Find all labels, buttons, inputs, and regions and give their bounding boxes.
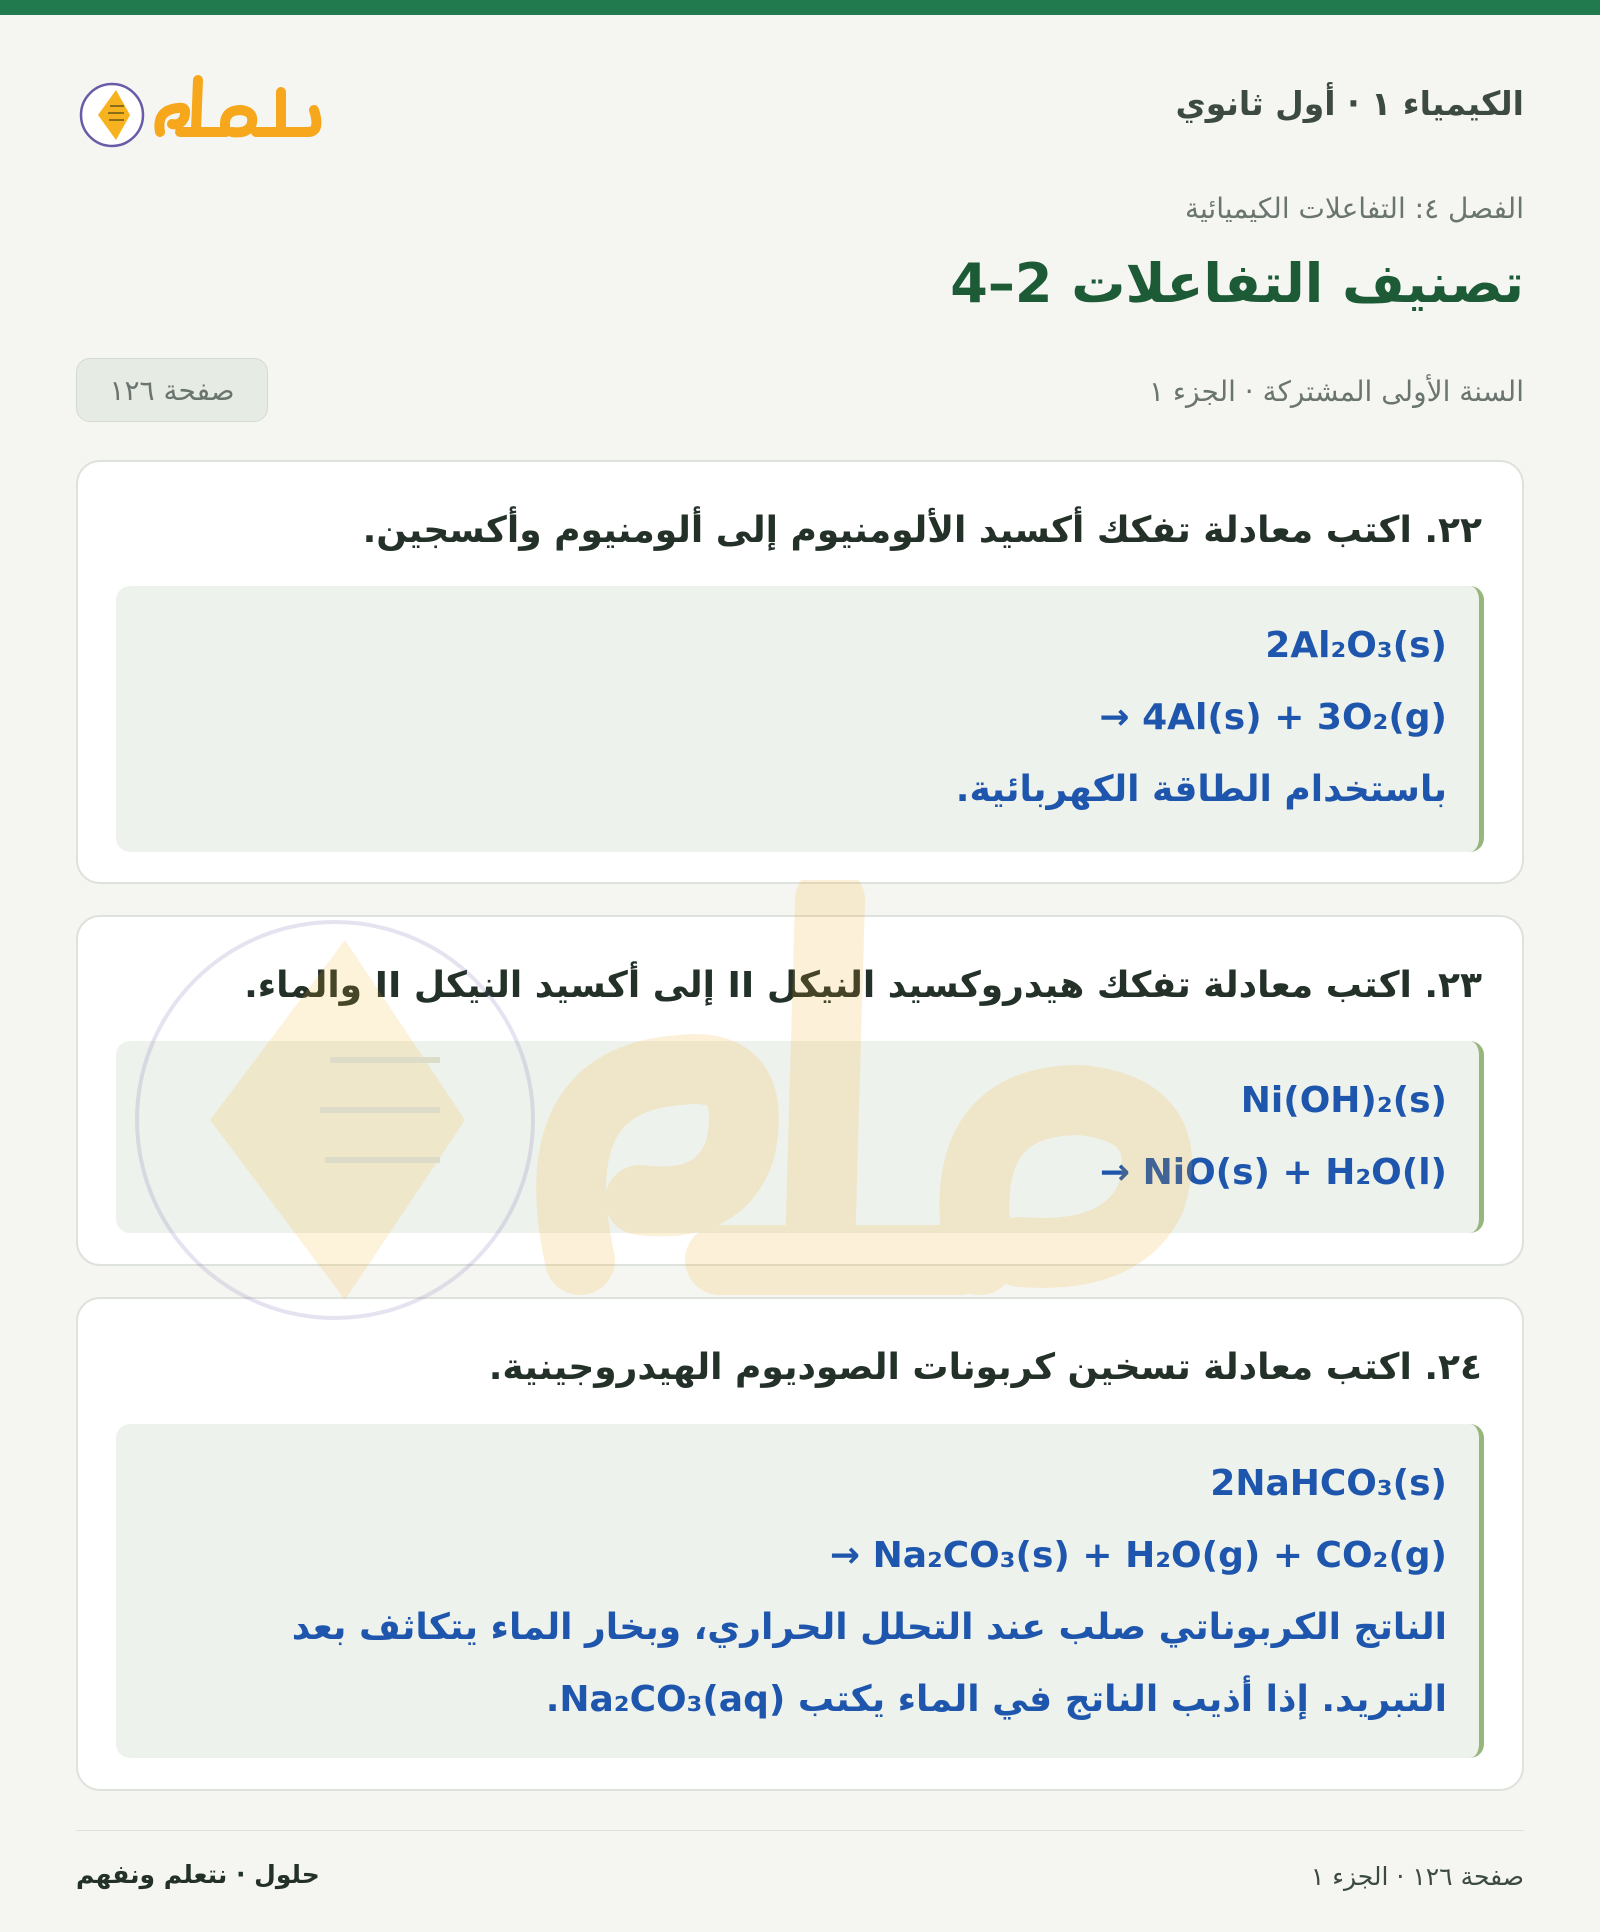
footer-brand: حلول · نتعلم ونفهم — [76, 1860, 320, 1889]
question-text: ٢٢. اكتب معادلة تفكك أكسيد الألومنيوم إلى ألومنيوم وأكسجين. — [362, 510, 1482, 551]
answer-equation-reactant: 2NaHCO₃(s) — [1210, 1463, 1447, 1504]
page-number-chip: صفحة ١٢٦ — [76, 358, 268, 422]
question-card-22 — [76, 460, 1524, 884]
top-accent-bar — [0, 0, 1600, 15]
answer-equation-reactant: 2Al₂O₃(s) — [1265, 625, 1447, 666]
answer-note-line-1: الناتج الكربوناتي صلب عند التحلل الحراري، وبخار الماء يتكاثف بعد — [291, 1607, 1447, 1648]
question-card-23 — [76, 915, 1524, 1266]
question-card-24 — [76, 1297, 1524, 1791]
answer-note-line-2: التبريد. إذا أذيب الناتج في الماء يكتب Na₂CO₃(aq). — [545, 1679, 1447, 1720]
chapter-label: الفصل ٤: التفاعلات الكيميائية — [1184, 192, 1524, 225]
answer-equation-reactant: Ni(OH)₂(s) — [1240, 1080, 1447, 1121]
logo-mark-icon — [76, 70, 336, 170]
year-part-label: السنة الأولى المشتركة · الجزء ١ — [1148, 375, 1524, 408]
hulul-logo[interactable] — [76, 70, 336, 170]
answer-equation-products: → 4Al(s) + 3O₂(g) — [1099, 697, 1447, 738]
question-text: ٢٤. اكتب معادلة تسخين كربونات الصوديوم الهيدروجينية. — [488, 1347, 1482, 1388]
lesson-title: تصنيف التفاعلات 2–4 — [950, 252, 1524, 315]
answer-note: باستخدام الطاقة الكهربائية. — [955, 769, 1447, 810]
subject-title: الكيمياء ١ · أول ثانوي — [1175, 84, 1524, 123]
footer-divider — [76, 1830, 1524, 1831]
answer-box — [116, 586, 1484, 852]
question-text: ٢٣. اكتب معادلة تفكك هيدروكسيد النيكل II إلى أكسيد النيكل II والماء. — [244, 965, 1482, 1006]
answer-equation-products: → Na₂CO₃(s) + H₂O(g) + CO₂(g) — [829, 1535, 1447, 1576]
answer-box — [116, 1041, 1484, 1233]
footer-page-info: صفحة ١٢٦ · الجزء ١ — [1310, 1862, 1524, 1891]
header — [76, 70, 1524, 170]
answer-equation-products: → NiO(s) + H₂O(l) — [1099, 1152, 1447, 1193]
answer-box — [116, 1424, 1484, 1758]
